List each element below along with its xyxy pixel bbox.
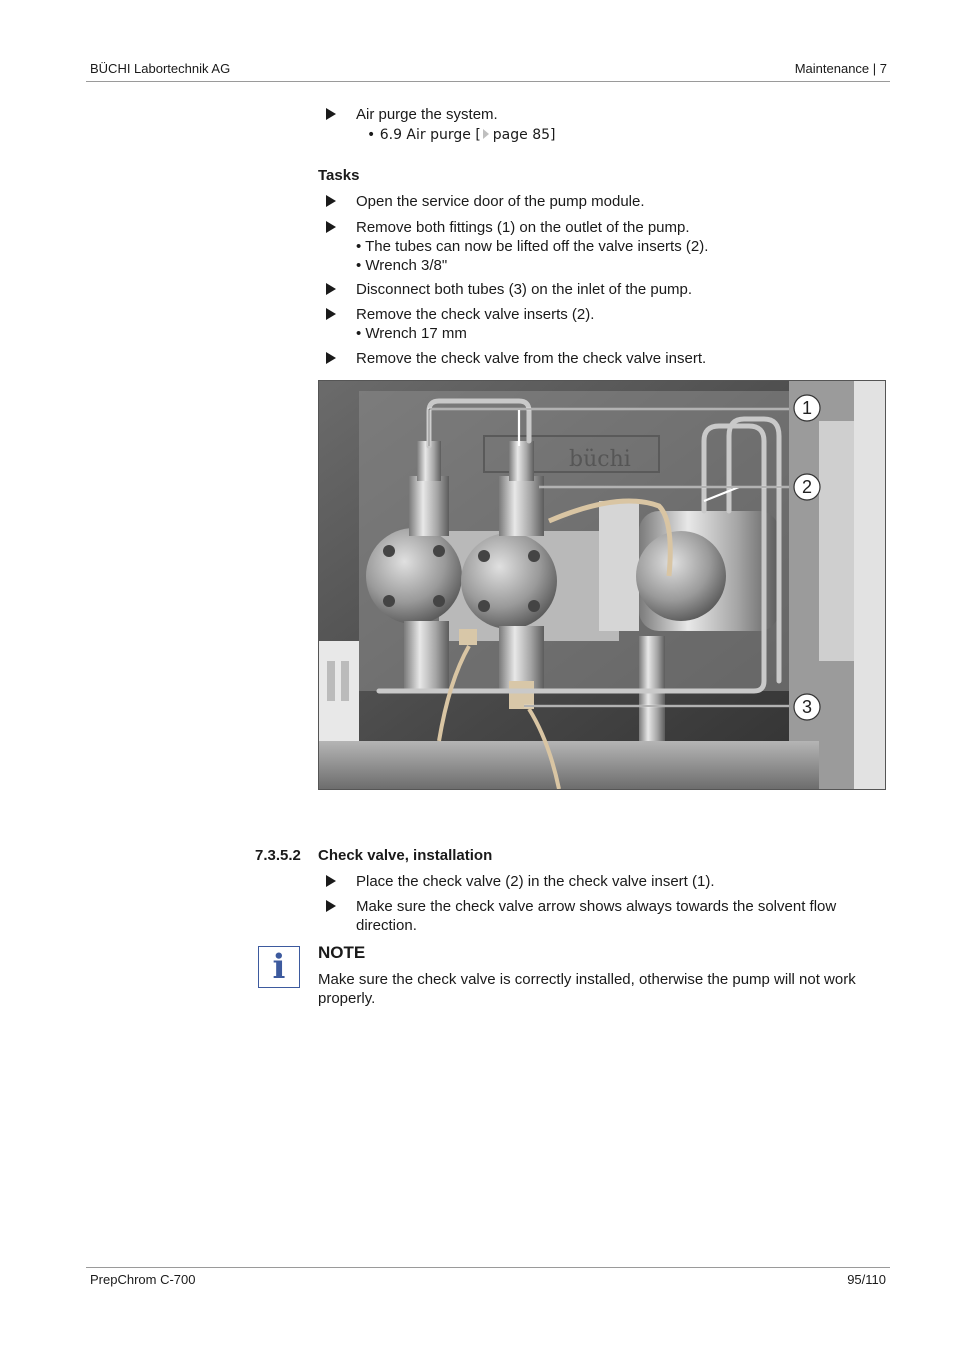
task-step-sub: • Wrench 17 mm (356, 325, 467, 342)
task-step-text: Open the service door of the pump module. (356, 193, 645, 210)
callout-1 (794, 395, 820, 421)
note-title: NOTE (318, 943, 366, 962)
step-arrow-icon (326, 900, 336, 912)
footer-page-number: 95/110 (847, 1272, 886, 1287)
task-step-5 (318, 349, 888, 368)
task-step-text: Disconnect both tubes (3) on the inlet of the pump. (356, 281, 693, 298)
tasks-heading: Tasks (318, 167, 360, 184)
task-step-text: Remove the check valve from the check valve insert. (356, 350, 707, 367)
reference-page: page 85] (492, 127, 556, 143)
brand-engraving: büchi (569, 447, 631, 472)
task-step-1 (318, 192, 888, 211)
info-icon (258, 946, 300, 988)
step-arrow-icon (326, 308, 336, 320)
step-arrow-icon (326, 221, 336, 233)
task-step-3 (318, 280, 888, 299)
task-step-sub: • Wrench 3/8" (356, 257, 448, 274)
intro-step-text: Air purge the system. (356, 106, 498, 123)
callout-2-label: 2 (801, 477, 813, 497)
task-step-text: Remove both fittings (1) on the outlet of the pump. (356, 219, 690, 236)
task-step-text: Remove the check valve inserts (2). (356, 306, 595, 323)
pump-module-illustration (319, 381, 885, 789)
info-glyph: i (272, 947, 286, 987)
install-step-1 (318, 872, 888, 891)
link-arrow-icon (483, 129, 489, 139)
note-text: Make sure the check valve is correctly installed, otherwise the pump will not work properly. (318, 971, 856, 1007)
step-arrow-icon (326, 283, 336, 295)
section-number: 7.3.5.2 (255, 847, 301, 864)
section-title: Check valve, installation (318, 847, 493, 864)
install-step-text: Make sure the check valve arrow shows always towards the solvent flow direction. (356, 898, 837, 934)
task-step-2 (318, 218, 888, 275)
footer-product: PrepChrom C-700 (90, 1272, 196, 1287)
reference-label: • 6.9 Air purge [ (367, 127, 481, 143)
step-arrow-icon (326, 108, 336, 120)
header-chapter: Maintenance | 7 (794, 61, 887, 76)
header-company: BÜCHI Labortechnik AG (90, 61, 231, 76)
pump-module-figure (318, 380, 886, 790)
intro-step (318, 105, 888, 145)
callout-2 (794, 474, 820, 500)
task-step-sub: • The tubes can now be lifted off the valve inserts (2). (356, 238, 709, 255)
install-step-2 (318, 897, 888, 935)
intro-step-reference[interactable] (367, 126, 888, 145)
footer-rule (86, 1267, 890, 1268)
callout-3 (794, 694, 820, 720)
task-step-4 (318, 305, 888, 343)
step-arrow-icon (326, 875, 336, 887)
header-rule (86, 81, 890, 82)
callout-3-label: 3 (801, 697, 813, 717)
callout-1-label: 1 (801, 398, 813, 418)
step-arrow-icon (326, 195, 336, 207)
install-step-text: Place the check valve (2) in the check valve insert (1). (356, 873, 715, 890)
step-arrow-icon (326, 352, 336, 364)
